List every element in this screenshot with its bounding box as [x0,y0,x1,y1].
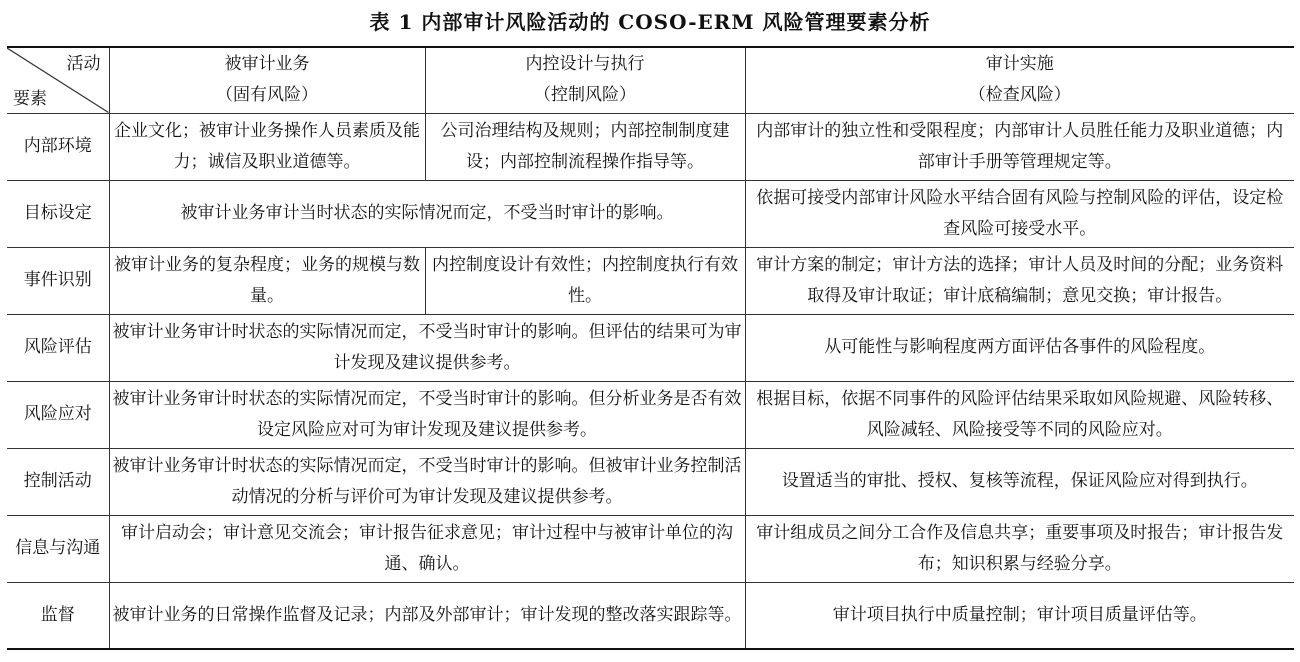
column-header-subtitle: （检查风险） [968,85,1071,106]
column-header [425,47,745,113]
table-row [7,381,1294,448]
risk-elements-table [7,46,1294,650]
table-cell: 根据目标，依据不同事件的风险评估结果采取如风险规避、风险转移、风险减轻、风险接受等不同的风险应对。 [745,381,1294,448]
column-header [745,47,1294,113]
table-cell: 审计组成员之间分工合作及信息共享；重要事项及时报告；审计报告发布；知识积累与经验分享。 [745,515,1294,582]
table-cell-merged: 被审计业务的日常操作监督及记录；内部及外部审计；审计发现的整改落实跟踪等。 [109,582,745,649]
table-row [7,180,1294,247]
row-element-label: 风险评估 [7,314,109,381]
table-cell-merged: 被审计业务审计时状态的实际情况而定，不受当时审计的影响。但分析业务是否有效设定风险应对可为审计发现及建议提供参考。 [109,381,745,448]
table-cell: 内控制度设计有效性；内控制度执行有效性。 [425,247,745,314]
table-cell: 内部审计的独立性和受限程度；内部审计人员胜任能力及职业道德；内部审计手册等管理规定等。 [745,113,1294,180]
table-cell-merged: 审计启动会；审计意见交流会；审计报告征求意见；审计过程中与被审计单位的沟通、确认。 [109,515,745,582]
table-cell-merged: 被审计业务审计时状态的实际情况而定，不受当时审计的影响。但被审计业务控制活动情况的分析与评价可为审计发现及建议提供参考。 [109,448,745,515]
table-cell: 设置适当的审批、授权、复核等流程，保证风险应对得到执行。 [745,448,1294,515]
column-header-subtitle: （控制风险） [534,85,636,106]
table-row [7,314,1294,381]
corner-cell [7,47,109,113]
column-header-title: 内控设计与执行 [525,54,645,75]
row-element-label: 控制活动 [7,448,109,515]
table-cell: 审计方案的制定；审计方法的选择；审计人员及时间的分配；业务资料取得及审计取证；审计底稿编制；意见交换；审计报告。 [745,247,1294,314]
row-element-label: 监督 [7,582,109,649]
table-row [7,448,1294,515]
row-element-label: 风险应对 [7,381,109,448]
header-row [7,47,1294,113]
table-row [7,515,1294,582]
corner-activity-label: 活动 [66,54,101,74]
table-row [7,113,1294,180]
column-header [109,47,425,113]
table-row [7,247,1294,314]
table-cell: 从可能性与影响程度两方面评估各事件的风险程度。 [745,314,1294,381]
row-element-label: 内部环境 [7,113,109,180]
table-title: 表 1 内部审计风险活动的 COSO-ERM 风险管理要素分析 [369,10,931,34]
column-header-title: 审计实施 [985,54,1054,75]
row-element-label: 事件识别 [7,247,109,314]
table-cell: 企业文化；被审计业务操作人员素质及能力；诚信及职业道德等。 [109,113,425,180]
table-cell: 审计项目执行中质量控制；审计项目质量评估等。 [745,582,1294,649]
row-element-label: 目标设定 [7,180,109,247]
row-element-label: 信息与沟通 [7,515,109,582]
column-header-title: 被审计业务 [224,54,310,75]
table-row [7,582,1294,649]
table-cell-merged: 被审计业务审计时状态的实际情况而定，不受当时审计的影响。但评估的结果可为审计发现及建议提供参考。 [109,314,745,381]
table-cell: 依据可接受内部审计风险水平结合固有风险与控制风险的评估，设定检查风险可接受水平。 [745,180,1294,247]
table-cell: 公司治理结构及规则；内部控制制度建设；内部控制流程操作指导等。 [425,113,745,180]
table-cell: 被审计业务的复杂程度；业务的规模与数量。 [109,247,425,314]
corner-element-label: 要素 [13,88,47,109]
table-cell-merged: 被审计业务审计当时状态的实际情况而定，不受当时审计的影响。 [109,180,745,247]
column-header-subtitle: （固有风险） [216,85,318,106]
